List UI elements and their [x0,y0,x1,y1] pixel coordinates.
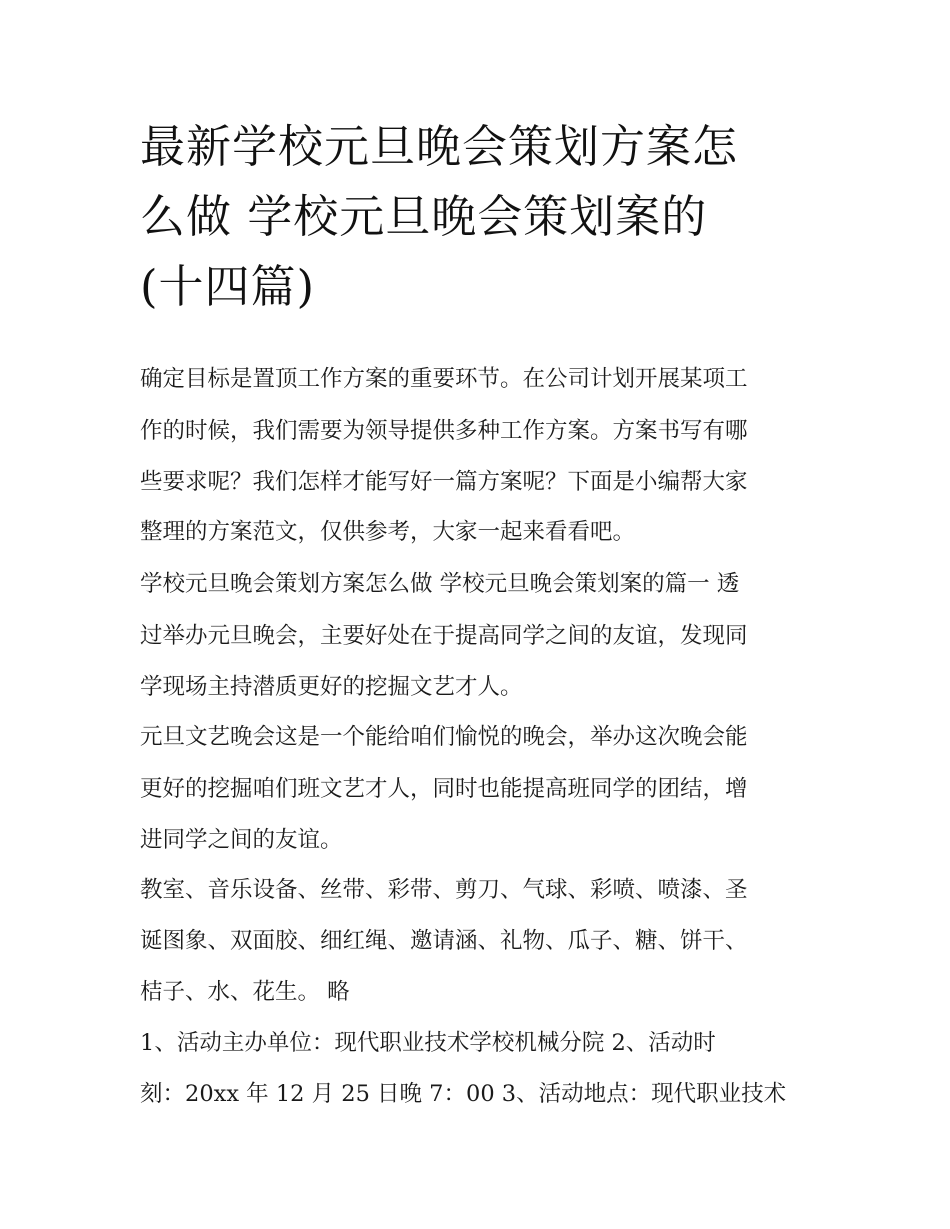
paragraph-line: 刻：20xx 年 12 月 25 日晚 7：00 3、活动地点：现代职业技术 [140,1081,787,1107]
title-line: 么做 学校元旦晚会策划案的 [140,190,708,243]
paragraph-line: 更好的挖掘咱们班文艺才人，同时也能提高班同学的团结，增 [140,776,748,802]
paragraph-line: 学校元旦晚会策划方案怎么做 学校元旦晚会策划案的篇一 透 [140,571,740,597]
title-line: (十四篇) [140,260,316,313]
paragraph-line: 整理的方案范文，仅供参考，大家一起来看看吧。 [140,519,636,545]
paragraph-line: 教室、音乐设备、丝带、彩带、剪刀、气球、彩喷、喷漆、圣 [140,877,748,903]
paragraph-line: 1、活动主办单位：现代职业技术学校机械分院 2、活动时 [140,1030,716,1056]
title-line: 最新学校元旦晚会策划方案怎 [140,120,739,173]
paragraph-line: 些要求呢？我们怎样才能写好一篇方案呢？下面是小编帮大家 [140,469,748,495]
paragraph-line: 学现场主持潜质更好的挖掘文艺才人。 [140,674,523,700]
paragraph-line: 诞图象、双面胶、细红绳、邀请涵、礼物、瓜子、糖、饼干、 [140,928,748,954]
paragraph-line: 确定目标是置顶工作方案的重要环节。在公司计划开展某项工 [140,366,748,392]
paragraph-line: 过举办元旦晚会，主要好处在于提高同学之间的友谊，发现同 [140,623,748,649]
paragraph-line: 元旦文艺晚会这是一个能给咱们愉悦的晚会，举办这次晚会能 [140,724,748,750]
paragraph-line: 桔子、水、花生。 略 [140,979,350,1005]
paragraph-line: 进同学之间的友谊。 [140,827,343,853]
document-title [140,112,820,322]
paragraph-line: 作的时候，我们需要为领导提供多种工作方案。方案书写有哪 [140,418,748,444]
